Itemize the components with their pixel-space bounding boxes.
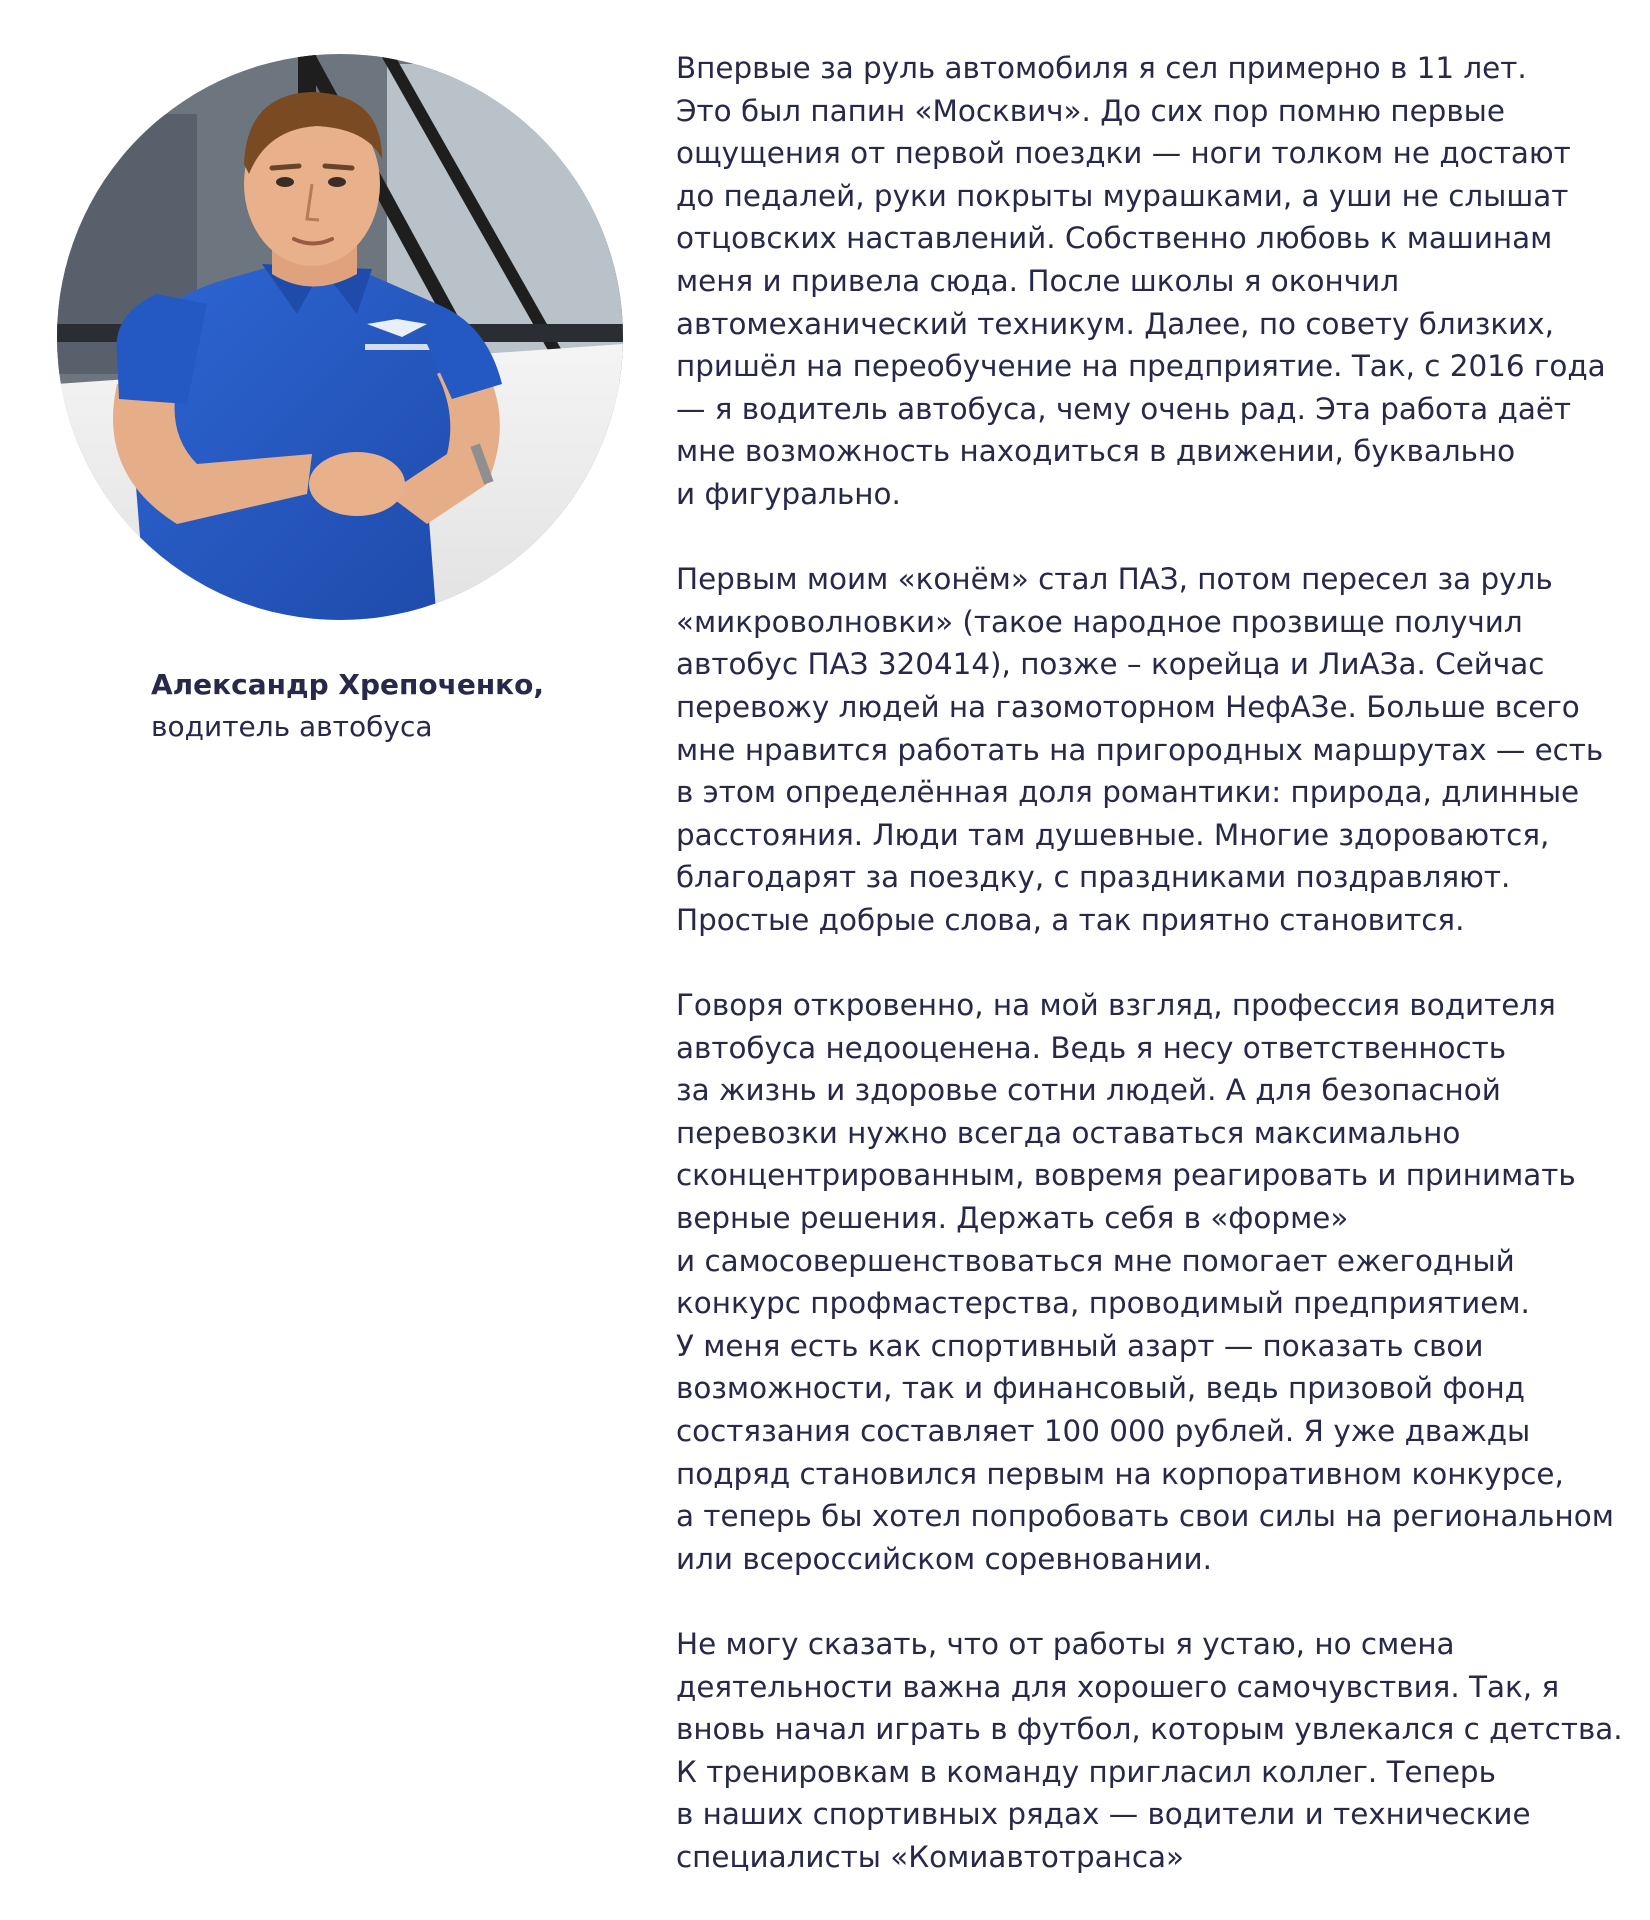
- text-line: Первым моим «конём» стал ПАЗ, потом пересел за руль: [676, 562, 1553, 597]
- text-line: в этом определённая доля романтики: природа, длинные: [676, 775, 1580, 810]
- text-line: пришёл на переобучение на предприятие. Так, с 2016 года: [676, 349, 1606, 384]
- photo-caption: [151, 664, 611, 748]
- text-line: Это был папин «Москвич». До сих пор помню первые: [676, 93, 1505, 128]
- text-line: верные решения. Держать себя в «форме»: [676, 1201, 1349, 1236]
- text-line: Не могу сказать, что от работы я устаю, но смена: [676, 1626, 1455, 1661]
- text-line: специалисты «Комиавтотранса»: [676, 1839, 1184, 1874]
- text-line: до педалей, руки покрыты мурашками, а уши не слышат: [676, 178, 1569, 213]
- text-line: деятельности важна для хорошего самочувствия. Так, я: [676, 1669, 1560, 1704]
- text-line: автобус ПАЗ 320414), позже – корейца и ЛиАЗа. Сейчас: [676, 647, 1545, 682]
- text-line: У меня есть как спортивный азарт — показать свои: [676, 1328, 1484, 1363]
- person-name: Александр Хрепоченко,: [151, 668, 545, 701]
- text-line: а теперь бы хотел попробовать свои силы на региональном: [676, 1499, 1614, 1534]
- text-line: Говоря откровенно, на мой взгляд, профессия водителя: [676, 988, 1556, 1023]
- text-line: возможности, так и финансовый, ведь призовой фонд: [676, 1371, 1525, 1406]
- text-line: расстояния. Люди там душевные. Многие здороваются,: [676, 817, 1550, 852]
- text-line: «микроволновки» (такое народное прозвище получил: [676, 604, 1523, 639]
- text-line: К тренировкам в команду пригласил коллег. Теперь: [676, 1754, 1496, 1789]
- portrait-photo: [57, 54, 623, 620]
- article-paragraph: [676, 1623, 1626, 1879]
- text-line: подряд становился первым на корпоративном конкурсе,: [676, 1456, 1564, 1491]
- text-line: мне возможность находиться в движении, буквально: [676, 434, 1516, 469]
- text-line: ощущения от первой поездки — ноги толком не достают: [676, 136, 1571, 171]
- text-line: перевожу людей на газомоторном НефАЗе. Больше всего: [676, 689, 1580, 724]
- article-paragraph: [676, 47, 1626, 516]
- article-paragraph: [676, 984, 1626, 1580]
- article-body: [676, 47, 1626, 1879]
- text-line: автомеханический техникум. Далее, по совету близких,: [676, 306, 1555, 341]
- text-line: меня и привела сюда. После школы я окончил: [676, 263, 1399, 298]
- text-line: состязания составляет 100 000 рублей. Я уже дважды: [676, 1414, 1531, 1448]
- text-line: Простые добрые слова, а так приятно становится.: [676, 902, 1465, 937]
- text-line: перевозки нужно всегда оставаться максимально: [676, 1115, 1461, 1150]
- article-paragraph: [676, 558, 1626, 941]
- text-line: благодарят за поездку, с праздниками поздравляют.: [676, 860, 1511, 895]
- portrait-illustration: [57, 54, 623, 620]
- person-role: водитель автобуса: [151, 710, 433, 743]
- text-line: отцовских наставлений. Собственно любовь к машинам: [676, 221, 1553, 256]
- text-line: вновь начал играть в футбол, которым увлекался с детства.: [676, 1712, 1623, 1747]
- text-line: и фигурально.: [676, 476, 901, 511]
- text-line: сконцентрированным, вовремя реагировать и принимать: [676, 1158, 1576, 1193]
- text-line: или всероссийском соревновании.: [676, 1541, 1212, 1576]
- text-line: — я водитель автобуса, чему очень рад. Эта работа даёт: [676, 391, 1572, 426]
- text-line: и самосовершенствоваться мне помогает ежегодный: [676, 1243, 1515, 1278]
- text-line: мне нравится работать на пригородных маршрутах — есть: [676, 732, 1604, 767]
- text-line: в наших спортивных рядах — водители и технические: [676, 1797, 1531, 1832]
- text-line: за жизнь и здоровье сотни людей. А для безопасной: [676, 1073, 1501, 1108]
- text-line: Впервые за руль автомобиля я сел примерно в 11 лет.: [676, 51, 1527, 85]
- text-line: конкурс профмастерства, проводимый предприятием.: [676, 1286, 1530, 1321]
- text-line: автобуса недооценена. Ведь я несу ответственность: [676, 1030, 1507, 1065]
